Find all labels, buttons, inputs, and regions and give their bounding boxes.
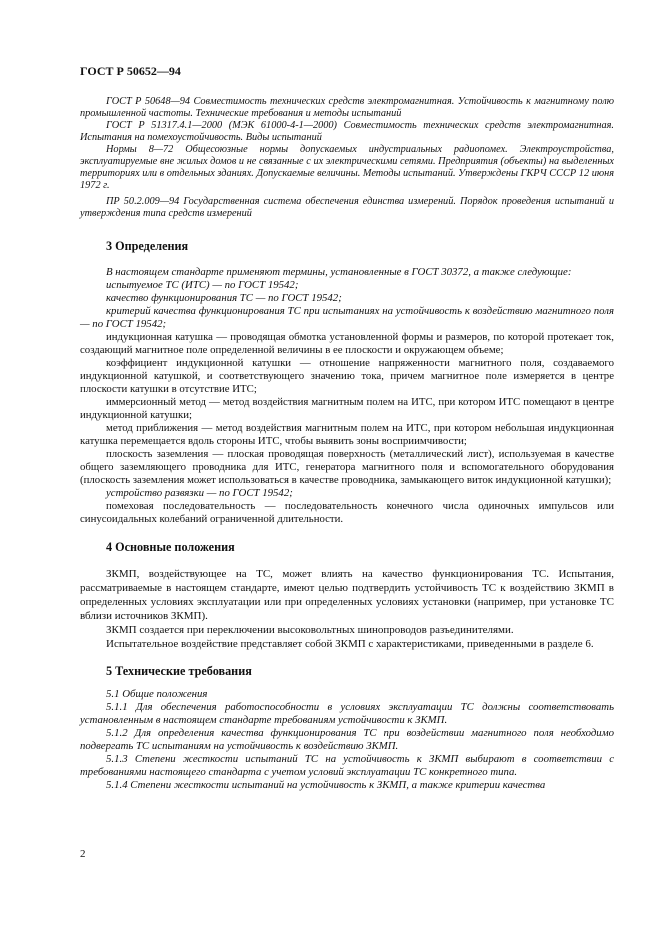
clause-5-1-3: 5.1.3 Степени жесткости испытаний ТС на устойчивость к ЗКМП выбирают в соответствии с требованиями настоящего стандарта с учетом условий эксплуатации ТС конкретного типа. [80,753,614,778]
reference-gost-r-51317: ГОСТ Р 51317.4.1—2000 (МЭК 61000-4-1—2000) Совместимость технических средств электромагнитная. Испытания на помехоустойчивость. Виды испытаний [80,120,614,143]
section-4-heading: 4 Основные положения [106,540,235,554]
section-4-paragraph: ЗКМП создается при переключении высоковольтных шинопроводов разъединителями. [106,624,514,636]
section-3-heading: 3 Определения [106,239,189,253]
definition-item: критерий качества функционирования ТС при испытаниях на устойчивость к воздействию магнитного поля — по ГОСТ 19542; [80,305,614,330]
definition-item: устройство развязки — по ГОСТ 19542; [106,487,293,499]
definition-item: плоскость заземления — плоская проводящая поверхность (металлический лист), используемая в качестве общего заземляющего проводника для ИТС, генератора магнитного поля и вспомогательного оборудования (плоскость заземления может использоваться в качестве проводника, замыкающего виток индукционной катушки); [80,448,614,486]
reference-norms-8-72: Нормы 8—72 Общесоюзные нормы допускаемых индустриальных радиопомех. Электроустройства, эксплуатируемые вне жилых домов и не связанные с их электрическими сетями. Предприятия (объекты) на выделенных территориях или в отдельных зданиях. Допускаемые величины. Методы испытаний. Утверждены ГКРЧ СССР 12 июня 1972 г. [80,144,614,191]
definition-item: испытуемое ТС (ИТС) — по ГОСТ 19542; [106,279,299,291]
document-body [80,96,614,792]
subsection-5-1-title: 5.1 Общие положения [106,688,208,700]
definition-item: метод приближения — метод воздействия магнитным полем на ИТС, при котором небольшая индукционная катушка перемещается вдоль стороны ИТС, чтобы выявить зоны восприимчивости; [80,422,614,447]
section-4-paragraph: ЗКМП, воздействующее на ТС, может влиять на качество функционирования ТС. Испытания, рассматриваемые в настоящем стандарте, имеют целью подтвердить устойчивость ТС к воздействию ЗКМП в определенных условиях эксплуатации или при определенных условиях установки (например, при установке ТС вблизи источников ЗКМП). [80,568,614,622]
page-number: 2 [80,848,86,860]
definition-item: качество функционирования ТС — по ГОСТ 19542; [106,292,342,304]
definition-item: иммерсионный метод — метод воздействия магнитным полем на ИТС, при котором ИТС помещают в центре индукционной катушки; [80,396,614,421]
definition-item: коэффициент индукционной катушки — отношение напряженности магнитного поля, создаваемого индукционной катушкой, и соответствующего значению тока, причем магнитное поле измеряется в центре плоскости катушки в отсутствие ИТС; [80,357,614,395]
section-3-intro: В настоящем стандарте применяют термины, установленные в ГОСТ 30372, а также следующие: [106,266,572,278]
definition-item: помеховая последовательность — последовательность конечного числа одиночных импульсов или синусоидальных колебаний ограниченной длительности. [80,500,614,525]
section-4-paragraph: Испытательное воздействие представляет собой ЗКМП с характеристиками, приведенными в разделе 6. [106,638,594,650]
clause-5-1-1: 5.1.1 Для обеспечения работоспособности в условиях эксплуатации ТС должны соответствовать установленным в настоящем стандарте требованиям устойчивости к ЗКМП. [80,701,614,726]
clause-5-1-2: 5.1.2 Для определения качества функционирования ТС при воздействии магнитного поля необходимо подвергать ТС испытаниям на устойчивость к воздействию ЗКМП. [80,727,614,752]
reference-pr-50-2-009: ПР 50.2.009—94 Государственная система обеспечения единства измерений. Порядок проведения испытаний и утверждения типа средств измерений [80,196,614,219]
definition-item: индукционная катушка — проводящая обмотка установленной формы и размеров, по которой протекает ток, создающий магнитное поле определенной величины в ее плоскости и окружающем объеме; [80,331,614,356]
clause-5-1-4: 5.1.4 Степени жесткости испытаний на устойчивость к ЗКМП, а также критерии качества [106,779,546,791]
reference-gost-r-50648: ГОСТ Р 50648—94 Совместимость технических средств электромагнитная. Устойчивость к магнитному полю промышленной частоты. Технические требования и методы испытаний [80,96,614,119]
page-header: ГОСТ Р 50652—94 [80,64,181,78]
section-5-heading: 5 Технические требования [106,664,252,678]
